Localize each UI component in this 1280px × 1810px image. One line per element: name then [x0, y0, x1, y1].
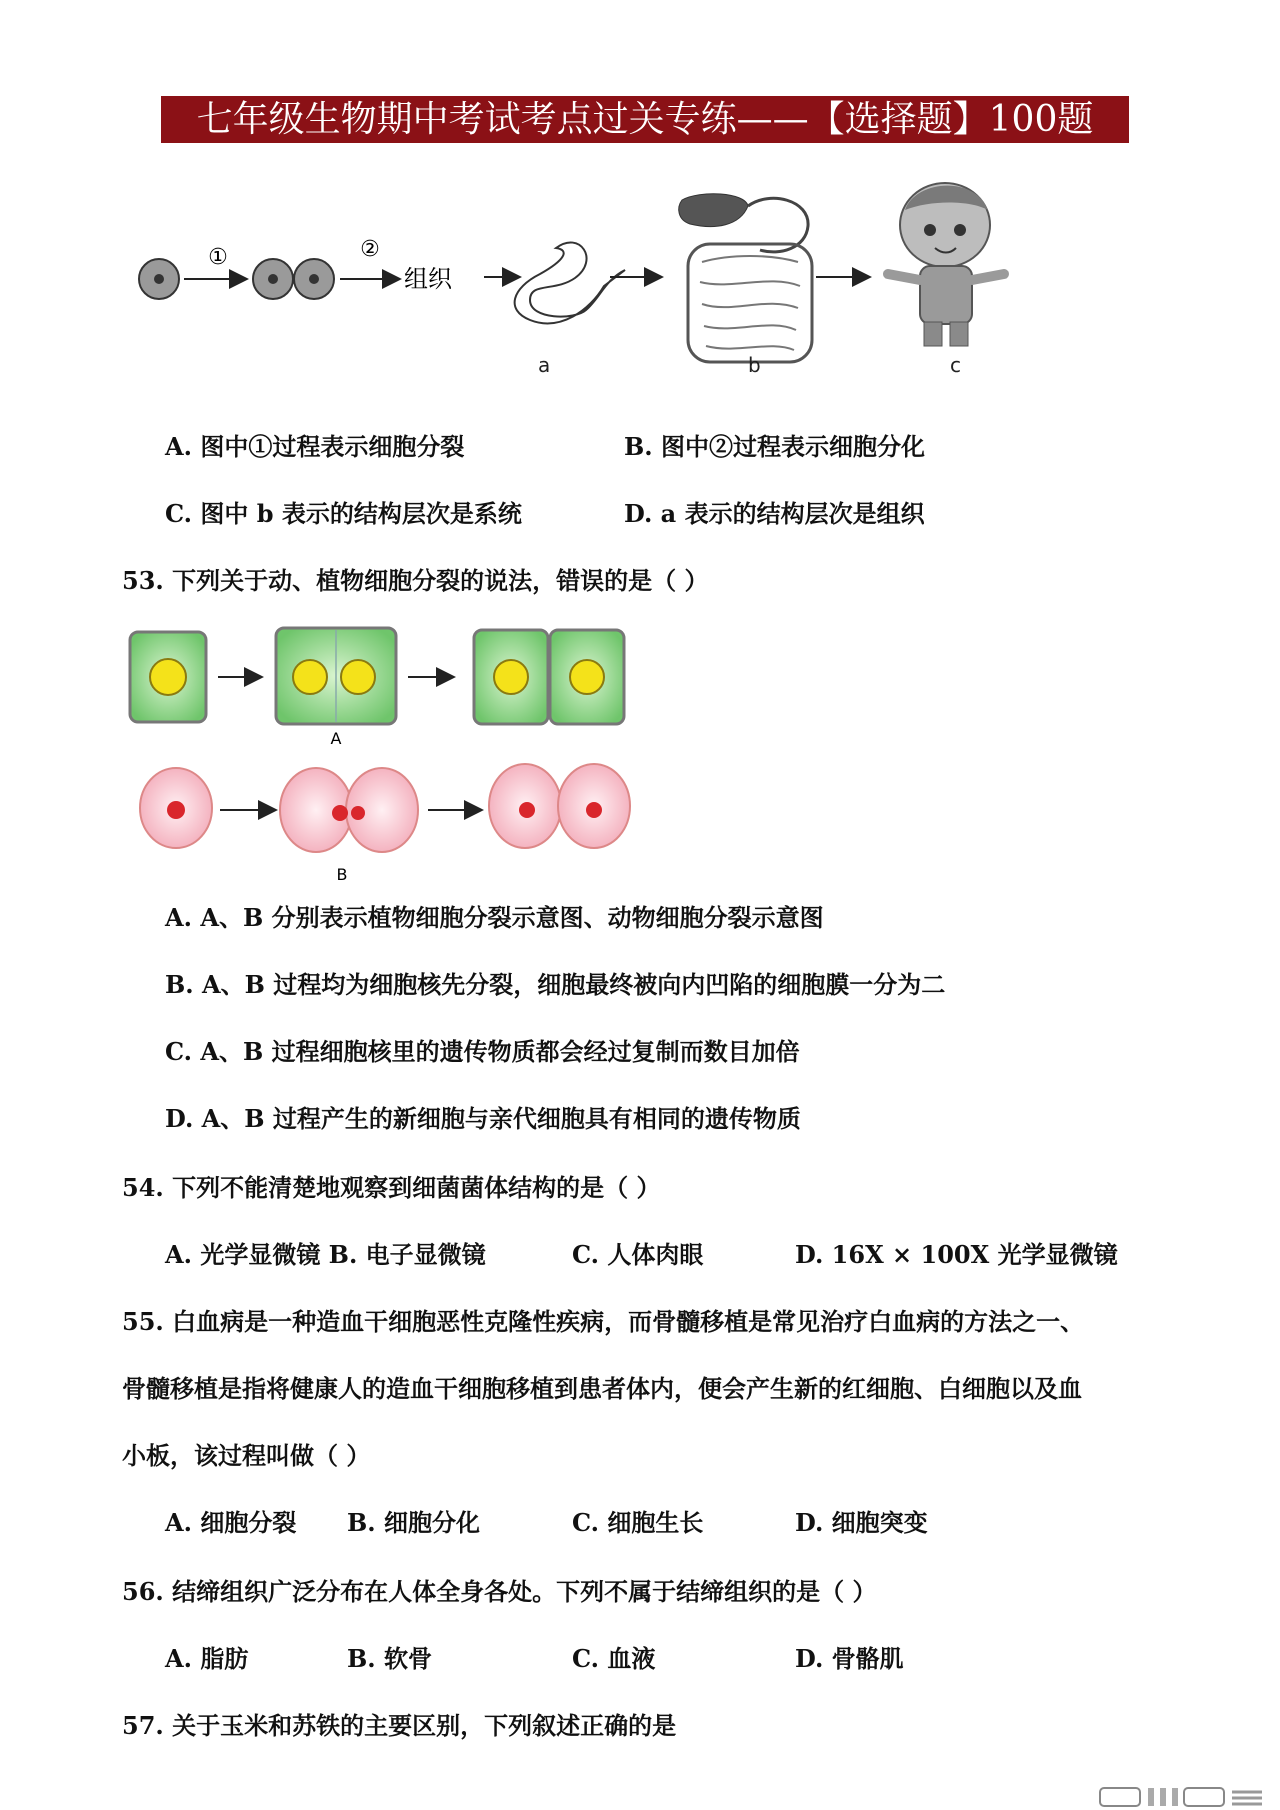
q54-option-d: D. 16X × 100X 光学显微镜 [795, 1240, 1118, 1269]
label-B: B [336, 865, 348, 884]
q54-stem: 54. 下列不能清楚地观察到细菌菌体结构的是（ ） [122, 1173, 661, 1202]
q56-option-b: B. 软骨 [347, 1644, 432, 1673]
q56-stem: 56. 结缔组织广泛分布在人体全身各处。下列不属于结缔组织的是（ ） [122, 1577, 877, 1606]
step2-label: ② [360, 237, 380, 262]
q55-option-c: C. 细胞生长 [572, 1508, 704, 1537]
tissue-label: 组织 [404, 265, 452, 293]
q53-option-a: A. A、B 分别表示植物细胞分裂示意图、动物细胞分裂示意图 [165, 903, 824, 932]
q55-line3: 小板，该过程叫做（ ） [122, 1441, 371, 1470]
q52-option-a: A. 图中①过程表示细胞分裂 [165, 432, 465, 461]
q53-option-b: B. A、B 过程均为细胞核先分裂，细胞最终被向内凹陷的细胞膜一分为二 [165, 970, 946, 999]
q56-option-a: A. 脂肪 [165, 1644, 249, 1673]
label-a: a [538, 353, 551, 377]
q55-option-a: A. 细胞分裂 [165, 1508, 297, 1537]
q55-option-d: D. 细胞突变 [795, 1508, 928, 1537]
cell-division-figure [0, 620, 700, 890]
q56-option-d: D. 骨骼肌 [795, 1644, 904, 1673]
digestive-system-icon [679, 194, 812, 362]
q52-option-b: B. 图中②过程表示细胞分化 [624, 432, 925, 461]
stomach-icon [515, 242, 625, 323]
page-title: 七年级生物期中考试考点过关专练——【选择题】100题 [161, 96, 1129, 143]
q54-option-ab: A. 光学显微镜 B. 电子显微镜 [165, 1240, 486, 1269]
q52-option-c: C. 图中 b 表示的结构层次是系统 [165, 499, 522, 528]
organism-structure-figure [0, 170, 1280, 390]
plant-cell-dividing [276, 628, 396, 724]
q55-line1: 55. 白血病是一种造血干细胞恶性克隆性疾病，而骨髓移植是常见治疗白血病的方法之一、 [122, 1307, 1085, 1336]
plant-cell-single [130, 632, 206, 722]
animal-cell-divided [489, 764, 630, 848]
step1-label: ① [208, 245, 228, 270]
q55-line2: 骨髓移植是指将健康人的造血干细胞移植到患者体内，便会产生新的红细胞、白细胞以及血 [122, 1374, 1082, 1403]
q53-option-d: D. A、B 过程产生的新细胞与亲代细胞具有相同的遗传物质 [165, 1104, 801, 1133]
q55-option-b: B. 细胞分化 [347, 1508, 480, 1537]
q53-stem: 53. 下列关于动、植物细胞分裂的说法，错误的是（ ） [122, 566, 709, 595]
q53-option-c: C. A、B 过程细胞核里的遗传物质都会经过复制而数目加倍 [165, 1037, 800, 1066]
label-c: c [950, 353, 961, 377]
plant-cell-divided [474, 630, 624, 724]
label-A: A [330, 729, 342, 748]
boy-icon [888, 183, 1004, 346]
scroll-indicator-icon [1098, 1786, 1266, 1808]
q54-option-c: C. 人体肉眼 [572, 1240, 704, 1269]
q52-option-d: D. a 表示的结构层次是组织 [624, 499, 925, 528]
animal-cell-dividing [280, 768, 418, 852]
animal-cell-single [140, 768, 212, 848]
label-b: b [748, 353, 761, 377]
q57-stem: 57. 关于玉米和苏铁的主要区别，下列叙述正确的是 [122, 1711, 677, 1740]
q56-option-c: C. 血液 [572, 1644, 656, 1673]
